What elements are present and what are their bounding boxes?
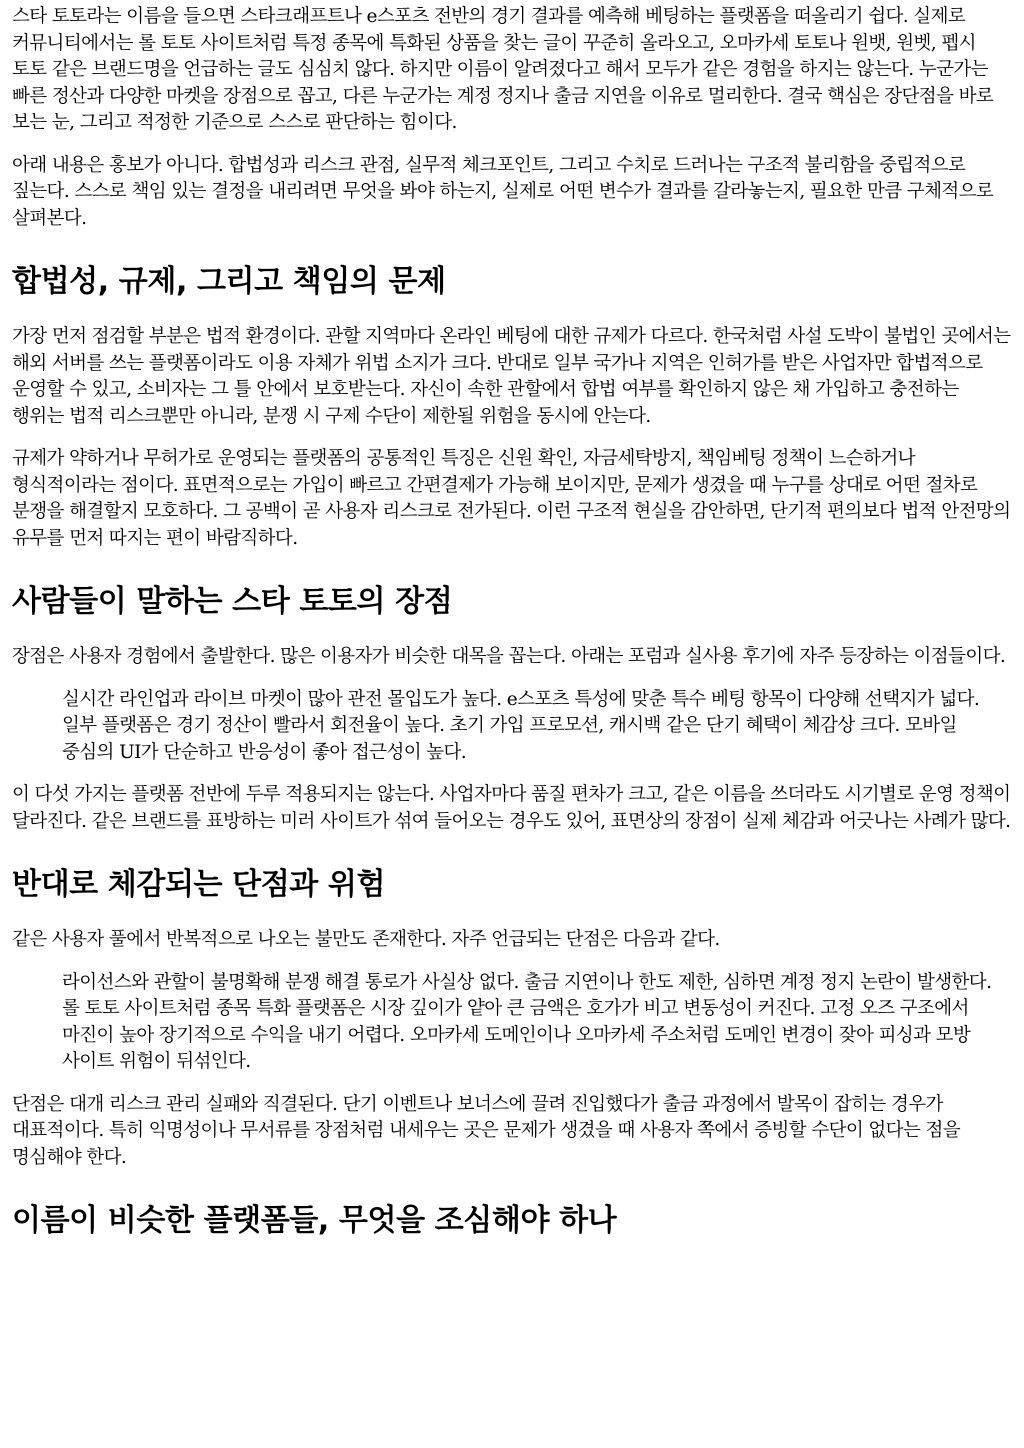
cons-lead-paragraph: 같은 사용자 풀에서 반복적으로 나오는 불만도 존재한다. 자주 언급되는 단점은 다음과 같다. (12, 929, 720, 950)
cons-quote-block (12, 970, 1011, 1076)
pros-quote-block (12, 687, 1011, 767)
heading-legal: 합법성, 규제, 그리고 책임의 문제 (12, 264, 446, 299)
intro-paragraph-2: 아래 내용은 홍보가 아니다. 합법성과 리스크 관점, 실무적 체크포인트, 그리고 수치로 드러나는 구조적 불리함을 중립적으로 짚는다. 스스로 책임 있는 결정을 내리려면 무엇을 봐야 하는지, 실제로 어떤 변수가 결과를 갈라놓는지, 필요한 만큼 구체적으로 살펴본다. (12, 154, 994, 229)
pros-quote-text: 실시간 라인업과 라이브 마켓이 많아 관전 몰입도가 높다. e스포츠 특성에 맞춘 특수 베팅 항목이 다양해 선택지가 넓다. 일부 플랫폼은 경기 정산이 빨라서 회전율이 높다. 초기 가입 프로모션, 캐시백 같은 단기 혜택이 체감상 크다. 모바일 중심의 UI가 단순하고 반응성이 좋아 접근성이 높다. (62, 688, 980, 763)
intro-paragraph-1: 스타 토토라는 이름을 들으면 스타크래프트나 e스포츠 전반의 경기 결과를 예측해 베팅하는 플랫폼을 떠올리기 쉽다. 실제로 커뮤니티에서는 롤 토토 사이트처럼 특정 종목에 특화된 상품을 찾는 글이 꾸준히 올라오고, 오마카세 토토나 원뱃, 원벳, 펩시 토토 같은 브랜드명을 언급하는 글도 심심치 않다. 하지만 이름이 알려졌다고 해서 모두가 같은 경험을 하지는 않는다. 누군가는 빠른 정산과 다양한 마켓을 장점으로 꼽고, 다른 누군가는 계정 정지나 출금 지연을 이유로 멀리한다. 결국 핵심은 장단점을 바로 보는 눈, 그리고 적정한 기준으로 스스로 판단하는 힘이다. (12, 6, 994, 133)
cons-after-paragraph: 단점은 대개 리스크 관리 실패와 직결된다. 단기 이벤트나 보너스에 끌려 진입했다가 출금 과정에서 발목이 잡히는 경우가 대표적이다. 특히 익명성이나 무서류를 장점처럼 내세우는 곳은 문제가 생겼을 때 사용자 쪽에서 증빙할 수단이 없다는 점을 명심해야 한다. (12, 1093, 961, 1168)
legal-paragraph-1: 가장 먼저 점검할 부분은 법적 환경이다. 관할 지역마다 온라인 베팅에 대한 규제가 다르다. 한국처럼 사설 도박이 불법인 곳에서는 해외 서버를 쓰는 플랫폼이라도 이용 자체가 위법 소지가 크다. 반대로 일부 국가나 지역은 인허가를 받은 사업자만 합법적으로 운영할 수 있고, 소비자는 그 틀 안에서 보호받는다. 자신이 속한 관할에서 합법 여부를 확인하지 않은 채 가입하고 충전하는 행위는 법적 리스크뿐만 아니라, 분쟁 시 구제 수단이 제한될 위험을 동시에 안는다. (12, 326, 1011, 427)
heading-cons: 반대로 체감되는 단점과 위험 (12, 867, 386, 902)
cons-quote-text: 라이선스와 관할이 불명확해 분쟁 해결 통로가 사실상 없다. 출금 지연이나 한도 제한, 심하면 계정 정지 논란이 발생한다. 롤 토토 사이트처럼 종목 특화 플랫폼은 시장 깊이가 얕아 큰 금액은 호가가 비고 변동성이 커진다. 고정 오즈 구조에서 마진이 높아 장기적으로 수익을 내기 어렵다. 오마카세 도메인이나 오마카세 주소처럼 도메인 변경이 잦아 피싱과 모방 사이트 위험이 뒤섞인다. (62, 971, 992, 1072)
pros-after-paragraph: 이 다섯 가지는 플랫폼 전반에 두루 적용되지는 않는다. 사업자마다 품질 편차가 크고, 같은 이름을 쓰더라도 시기별로 운영 정책이 달라진다. 같은 브랜드를 표방하는 미러 사이트가 섞여 들어오는 경우도 있어, 표면상의 장점이 실제 체감과 어긋나는 사례가 많다. (12, 784, 1011, 832)
heading-pros: 사람들이 말하는 스타 토토의 장점 (12, 584, 453, 619)
heading-similar: 이름이 비슷한 플랫폼들, 무엇을 조심해야 하나 (12, 1203, 617, 1238)
pros-lead-paragraph: 장점은 사용자 경험에서 출발한다. 많은 이용자가 비슷한 대목을 꼽는다. 아래는 포럼과 실사용 후기에 자주 등장하는 이점들이다. (12, 646, 1006, 667)
legal-paragraph-2: 규제가 약하거나 무허가로 운영되는 플랫폼의 공통적인 특징은 신원 확인, 자금세탁방지, 책임베팅 정책이 느슨하거나 형식적이라는 점이다. 표면적으로는 가입이 빠르고 간편결제가 가능해 보이지만, 문제가 생겼을 때 누구를 상대로 어떤 절차로 분쟁을 해결할지 모호하다. 그 공백이 곧 사용자 리스크로 전가된다. 이런 구조적 현실을 감안하면, 단기적 편의보다 법적 안전망의 유무를 먼저 따지는 편이 바람직하다. (12, 448, 1011, 549)
